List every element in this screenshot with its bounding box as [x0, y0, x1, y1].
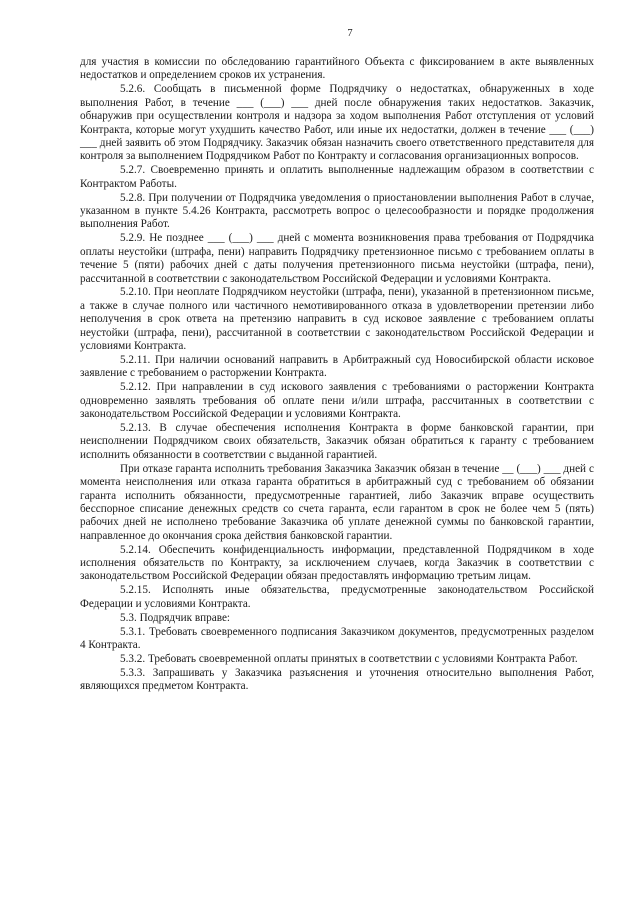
- paragraph: 5.3. Подрядчик вправе:: [120, 611, 231, 624]
- paragraph: 5.3.2. Требовать своевременной оплаты принятых в соответствии с условиями Контракта Работ.: [120, 652, 578, 665]
- paragraph: 5.2.11. При наличии оснований направить в Арбитражный суд Новосибирской области исковое заявление с требованием о расторжении Контракта.: [80, 353, 594, 380]
- paragraph: При отказе гаранта исполнить требования Заказчика Заказчик обязан в течение __ (___) ___ дней с момента неисполнения или отказа гаранта обратиться в арбитражный суд с требованием об обязании гаранта исполнить обязанности, предусмотренные гарантией, либо Заказчик вправе осуществить бесспорное списание денежных средств со счета гаранта, если гарантом в срок не более чем 5 (пять) рабочих дней не исполнено требование Заказчика об уплате денежной суммы по банковской гарантии, направленное до окончания срока действия банковской гарантии.: [80, 462, 594, 542]
- paragraph: 5.2.14. Обеспечить конфиденциальность информации, представленной Подрядчиком в ходе исполнения обязательств по Контракту, за исключением случаев, когда Заказчик в соответствии с законодательством Российской Федерации обязан предоставлять информацию третьим лицам.: [80, 543, 594, 583]
- paragraph: 5.2.13. В случае обеспечения исполнения Контракта в форме банковской гарантии, при неисполнении Подрядчиком своих обязательств, Заказчик обязан обратиться к гаранту с требованием исполнить обязанности в соответствии с выданной гарантией.: [80, 421, 594, 461]
- paragraph: 5.2.15. Исполнять иные обязательства, предусмотренные законодательством Российской Федерации и условиями Контракта.: [80, 584, 594, 610]
- paragraph: 5.2.7. Своевременно принять и оплатить выполненные надлежащим образом в соответствии с Контрактом Работы.: [80, 164, 594, 190]
- paragraph: 5.2.6. Сообщать в письменной форме Подрядчику о недостатках, обнаруженных в ходе выполнения Работ, в течение ___ (___) ___ дней после обнаружения таких недостатков. Заказчик, обнаружив при осуществлении контроля и надзора за ходом выполнения Работ отступления от условий Контракта, которые могут ухудшить качество Работ, или иные их недостатки, должен в течение ___ (___) ___ дней заявить об этом Подрядчику. Заказчик обязан назначить своего ответственного представителя для контроля за выполнением Подрядчиком Работ по Контракту и согласования организационных вопросов.: [80, 83, 594, 163]
- paragraph: для участия в комиссии по обследованию гарантийного Объекта с фиксированием в акте выявленных недостатков и определением сроков их устранения.: [80, 56, 594, 82]
- paragraph: 5.3.1. Требовать своевременного подписания Заказчиком документов, предусмотренных разделом 4 Контракта.: [80, 625, 594, 651]
- paragraph: 5.2.10. При неоплате Подрядчиком неустойки (штрафа, пени), указанной в претензионном письме, а также в случае полного или частичного немотивированного отказа в удовлетворении претензии либо неполучения в срок ответа на претензию направить в суд исковое заявление с требованием оплаты неустойки (штрафа, пени), рассчитанной в соответствии с законодательством Российской Федерации и условиями Контракта.: [80, 286, 594, 353]
- document-body: [80, 56, 594, 694]
- paragraph: 5.2.9. Не позднее ___ (___) ___ дней с момента возникновения права требования от Подрядчика оплаты неустойки (штрафа, пени) направить Подрядчику претензионное письмо с требованием оплаты в течение 5 (пяти) рабочих дней с даты получения претензионного письма неустойки (штрафа, пени), рассчитанной в соответствии с законодательством Российской Федерации и условиями Контракта.: [80, 232, 594, 285]
- paragraph: 5.2.8. При получении от Подрядчика уведомления о приостановлении выполнения Работ в случае, указанном в пункте 5.4.26 Контракта, рассмотреть вопрос о целесообразности и порядке продолжения выполнения Работ.: [80, 191, 594, 231]
- paragraph: 5.2.12. При направлении в суд искового заявления с требованиями о расторжении Контракта одновременно заявлять требования об оплате пени и/или штрафа, рассчитанных в соответствии с законодательством Российской Федерации и условиями Контракта.: [80, 381, 594, 421]
- paragraph: 5.3.3. Запрашивать у Заказчика разъяснения и уточнения относительно выполнения Работ, являющихся предметом Контракта.: [80, 666, 594, 693]
- page-number: 7: [347, 28, 353, 39]
